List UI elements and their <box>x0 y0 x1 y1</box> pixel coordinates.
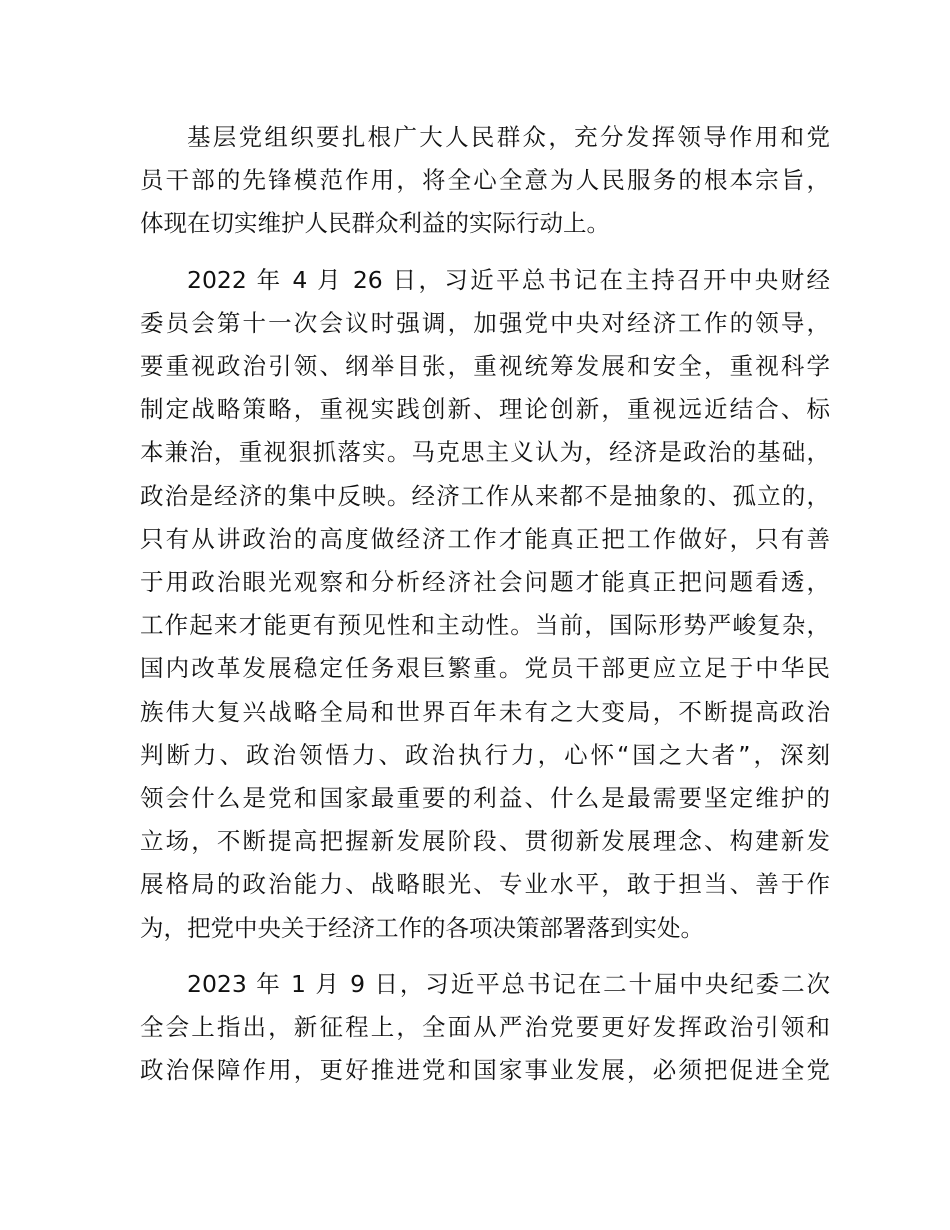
paragraph-2 <box>140 259 830 950</box>
text-line: 员干部的先锋模范作用，将全心全意为人民服务的根本宗旨， <box>140 166 830 195</box>
text-line: 委员会第十一次会议时强调，加强党中央对经济工作的领导， <box>140 308 830 337</box>
text-line: 判断力、政治领悟力、政治执行力，心怀“国之大者”，深刻 <box>140 740 830 769</box>
text-line: 2023 年 1 月 9 日，习近平总书记在二十届中央纪委二次 <box>187 969 830 998</box>
text-line: 要重视政治引领、纲举目张，重视统筹发展和安全，重视科学 <box>140 352 830 381</box>
text-line: 国内改革发展稳定任务艰巨繁重。党员干部更应立足于中华民 <box>140 654 830 683</box>
text-line: 工作起来才能更有预见性和主动性。当前，国际形势严峻复杂， <box>140 611 830 640</box>
text-line: 立场，不断提高把握新发展阶段、贯彻新发展理念、构建新发 <box>140 827 830 856</box>
text-line: 基层党组织要扎根广大人民群众，充分发挥领导作用和党 <box>187 123 830 151</box>
text-line: 于用政治眼光观察和分析经济社会问题才能真正把问题看透， <box>140 568 830 597</box>
text-line: 领会什么是党和国家最重要的利益、什么是最需要坚定维护的 <box>140 784 830 813</box>
paragraph-3 <box>140 963 830 1093</box>
text-line: 本兼治，重视狠抓落实。马克思主义认为，经济是政治的基础， <box>140 438 830 467</box>
text-line: 2022 年 4 月 26 日，习近平总书记在主持召开中央财经 <box>187 265 830 294</box>
text-line: 政治是经济的集中反映。经济工作从来都不是抽象的、孤立的， <box>140 481 830 510</box>
text-line: 展格局的政治能力、战略眼光、专业水平，敢于担当、善于作 <box>140 870 830 899</box>
text-line: 政治保障作用，更好推进党和国家事业发展，必须把促进全党 <box>140 1056 830 1085</box>
document-body <box>140 116 830 1105</box>
text-line: 只有从讲政治的高度做经济工作才能真正把工作做好，只有善 <box>140 524 830 553</box>
text-line: 体现在切实维护人民群众利益的实际行动上。 <box>140 209 610 238</box>
paragraph-1 <box>140 116 830 246</box>
text-line: 为，把党中央关于经济工作的各项决策部署落到实处。 <box>140 913 704 942</box>
text-line: 制定战略策略，重视实践创新、理论创新，重视远近结合、标 <box>140 395 830 424</box>
text-line: 族伟大复兴战略全局和世界百年未有之大变局，不断提高政治 <box>140 697 830 726</box>
text-line: 全会上指出，新征程上，全面从严治党要更好发挥政治引领和 <box>140 1013 830 1042</box>
